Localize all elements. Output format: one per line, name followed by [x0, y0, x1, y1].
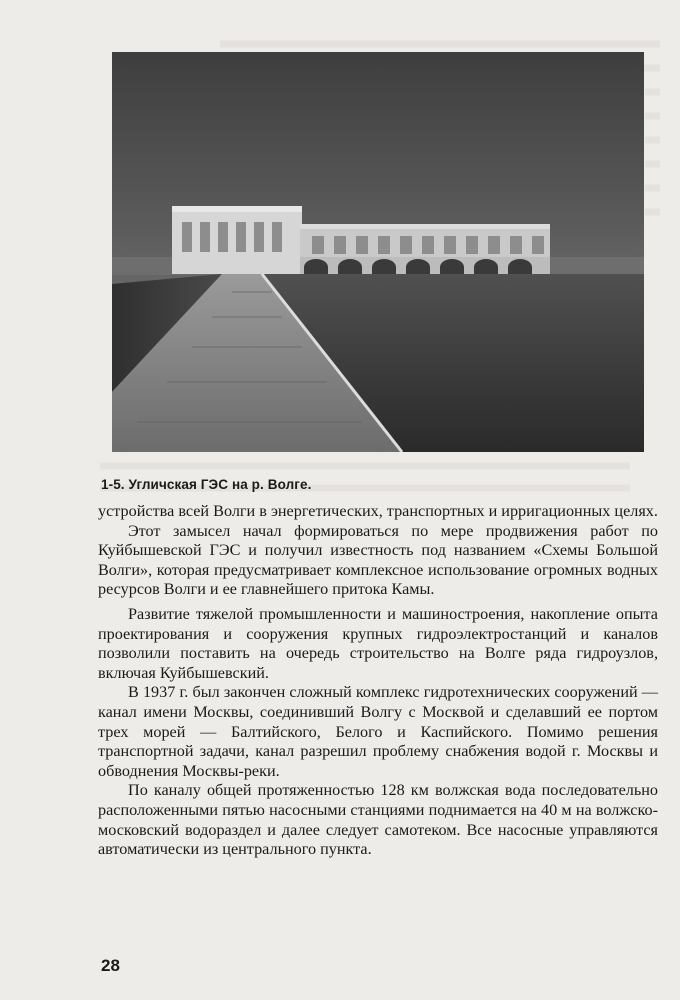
uglich-hydro-plant-image	[112, 52, 644, 452]
paragraph: устройства всей Волги в энергетических, транспортных и ирригационных целях.	[98, 502, 658, 520]
main-text	[98, 502, 658, 860]
paragraph: В 1937 г. был закончен сложный комплекс гидротехнических сооружений — канал имени Москвы, соединивший Волгу с Москвой и сделавший ее портом трех морей — Балтийского, Белого и Каспийского. Помимо решения транспортной задачи, канал разрешил проблему снабжения водой г. Москвы и обводнения Москвы-реки.	[98, 683, 658, 780]
dam-photograph	[112, 52, 644, 452]
page-number: 28	[101, 956, 120, 975]
paragraph: По каналу общей протяженностью 128 км волжская вода последовательно расположенными пятью насосными станциями поднимается на 40 м на волжско-московский водораздел и далее следует самотеком. Все насосные управляются автоматически из центрального пункта.	[98, 781, 658, 859]
paragraph: Развитие тяжелой промышленности и машиностроения, накопление опыта проектирования и сооружения крупных гидроэлектростанций и каналов позволили поставить на очередь строительство на Волге ряда гидроузлов, включая Куйбышевский.	[98, 604, 658, 682]
figure-caption: 1-5. Угличская ГЭС на р. Волге.	[101, 477, 312, 492]
paragraph: Этот замысел начал формироваться по мере продвижения работ по Куйбышевской ГЭС и получил известность под названием «Схемы Большой Волги», которая предусматривает комплексное использование огромных водных ресурсов Волги и ее главнейшего притока Камы.	[98, 521, 658, 599]
